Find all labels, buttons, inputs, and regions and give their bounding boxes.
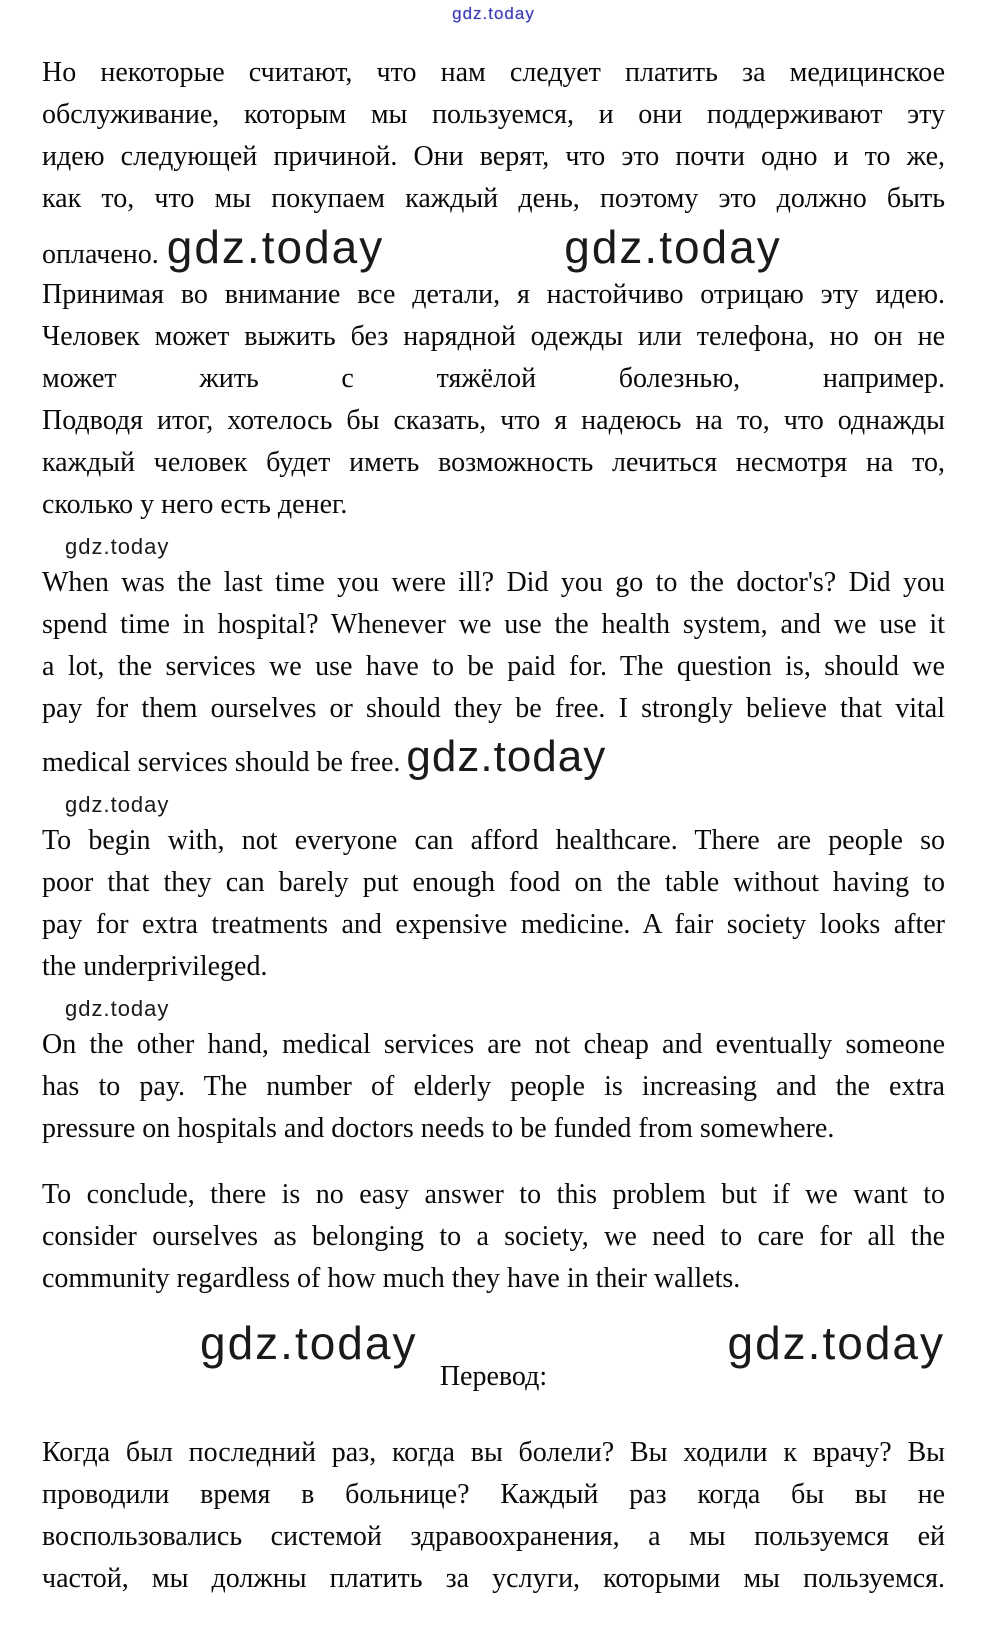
text-line: spend time in hospital? Whenever we use the health system, and we use it	[42, 609, 945, 640]
text-line: On the other hand, medical services are not cheap and eventually someone	[42, 1029, 945, 1060]
text-line: consider ourselves as belonging to a society, we need to care for all the	[42, 1221, 945, 1252]
text-line: medical services should be free.	[42, 747, 401, 778]
russian-paragraph-1	[42, 52, 945, 274]
english-paragraph-3	[42, 1024, 945, 1150]
gdz-watermark-large: gdz.today	[727, 1317, 945, 1369]
gdz-watermark-large: gdz.today	[200, 1317, 418, 1369]
text-line: сколько у него есть денег.	[42, 489, 348, 520]
text-line: To conclude, there is no easy answer to this problem but if we want to	[42, 1179, 945, 1210]
english-paragraph-1	[42, 562, 945, 784]
text-line: Человек может выжить без нарядной одежды или телефона, но он не	[42, 321, 945, 352]
text-line: has to pay. The number of elderly people is increasing and the extra	[42, 1071, 945, 1102]
text-line: как то, что мы покупаем каждый день, поэтому это должно быть	[42, 183, 945, 214]
gdz-watermark-top: gdz.today	[452, 4, 535, 23]
russian-translation-paragraph	[42, 1432, 945, 1600]
english-paragraph-4	[42, 1174, 945, 1300]
text-line: обслуживание, которым мы пользуемся, и они поддерживают эту	[42, 99, 945, 130]
text-line: частой, мы должны платить за услуги, которыми мы пользуемся.	[42, 1563, 945, 1594]
gdz-watermark-large: gdz.today	[564, 221, 782, 273]
text-line-with-watermarks	[42, 730, 945, 784]
text-line: pay for extra treatments and expensive medicine. A fair society looks after	[42, 909, 945, 940]
text-line: проводили время в больнице? Каждый раз когда бы вы не	[42, 1479, 945, 1510]
english-paragraph-2	[42, 820, 945, 988]
text-line: воспользовались системой здравоохранения, а мы пользуемся ей	[42, 1521, 945, 1552]
gdz-watermark-large: gdz.today	[406, 732, 607, 781]
translation-heading: Перевод:	[439, 1361, 548, 1392]
text-line: poor that they can barely put enough food on the table without having to	[42, 867, 945, 898]
text-line: оплачено.	[42, 239, 159, 270]
text-line: Подводя итог, хотелось бы сказать, что я надеюсь на то, что однажды	[42, 405, 945, 436]
gdz-watermark-small: gdz.today	[65, 996, 170, 1021]
text-line: может жить с тяжёлой болезнью, например.	[42, 363, 945, 394]
text-line: Принимая во внимание все детали, я настойчиво отрицаю эту идею.	[42, 279, 945, 310]
text-line: каждый человек будет иметь возможность лечиться несмотря на то,	[42, 447, 945, 478]
text-line: the underprivileged.	[42, 951, 268, 982]
text-line: a lot, the services we use have to be paid for. The question is, should we	[42, 651, 945, 682]
text-line: To begin with, not everyone can afford healthcare. There are people so	[42, 825, 945, 856]
text-line: When was the last time you were ill? Did you go to the doctor's? Did you	[42, 567, 945, 598]
text-line: идею следующей причиной. Они верят, что это почти одно и то же,	[42, 141, 945, 172]
text-line: Когда был последний раз, когда вы болели? Вы ходили к врачу? Вы	[42, 1437, 945, 1468]
text-line-with-watermarks	[42, 220, 945, 274]
text-line: pressure on hospitals and doctors needs to be funded from somewhere.	[42, 1113, 835, 1144]
russian-paragraph-2	[42, 274, 945, 526]
gdz-watermark-small: gdz.today	[65, 534, 170, 559]
gdz-watermark-small: gdz.today	[65, 792, 170, 817]
gdz-watermark-large: gdz.today	[166, 221, 385, 273]
text-line: pay for them ourselves or should they be free. I strongly believe that vital	[42, 693, 945, 724]
text-line: Но некоторые считают, что нам следует платить за медицинское	[42, 57, 945, 88]
text-line: community regardless of how much they have in their wallets.	[42, 1263, 741, 1294]
